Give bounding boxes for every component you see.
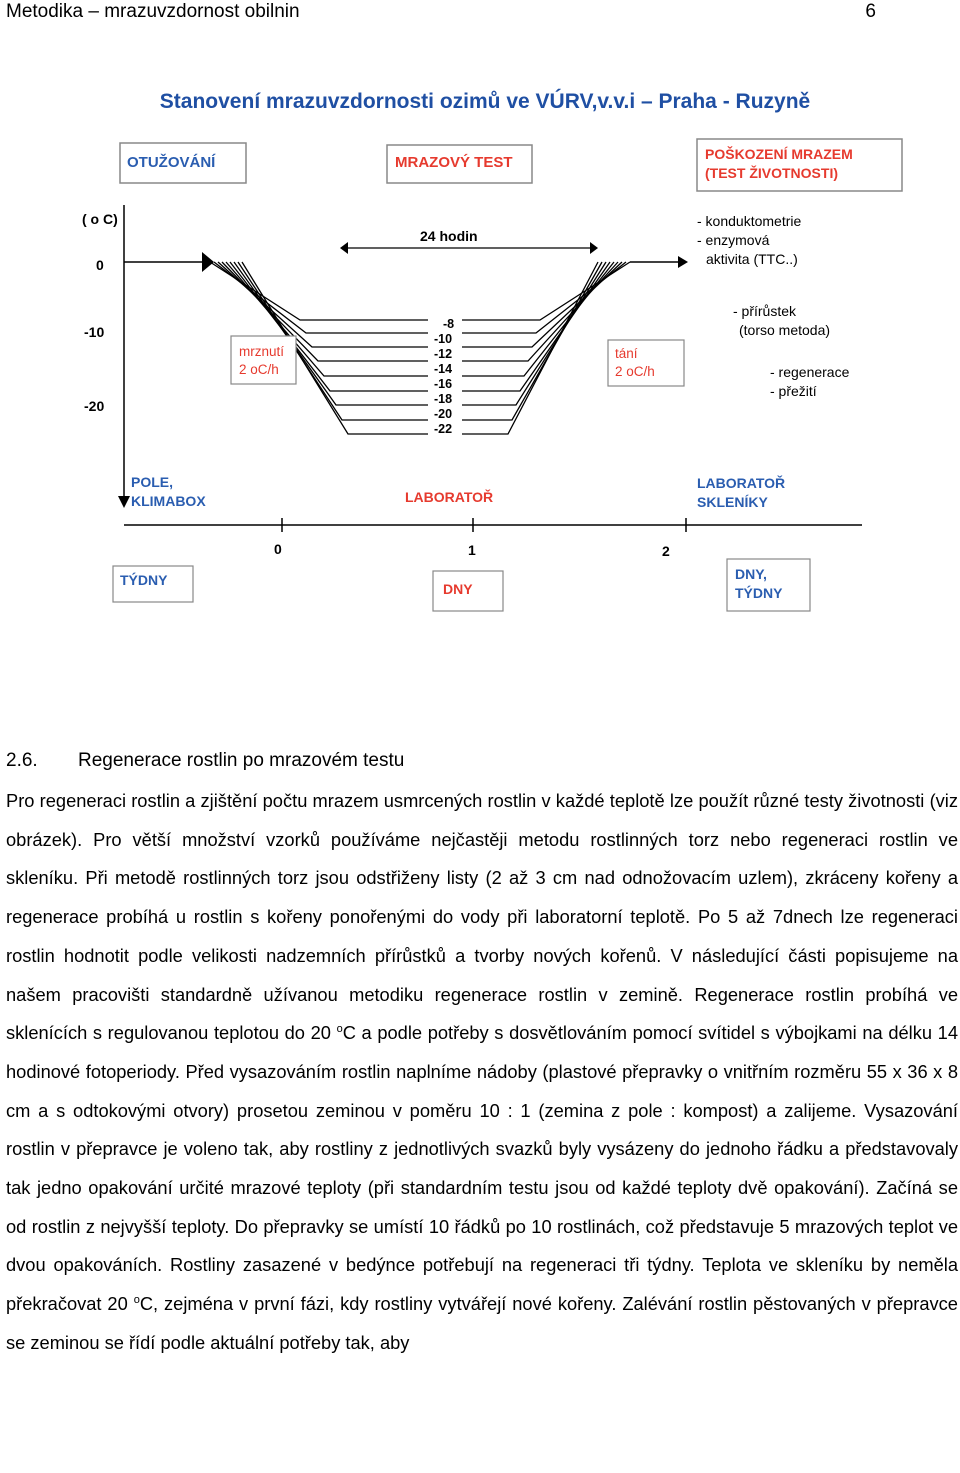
paragraph-text: C, zejména v první fázi, kdy rostliny vytvářejí nové kořeny. Zalévání rostlin pěstovaných v přepravce se zeminou se řídí podle aktuální potřeby tak, aby [6,1293,958,1353]
method-bottom: - regenerace [770,364,850,380]
paragraph-text: Pro regeneraci rostlin a zjištění počtu mrazem usmrcených rostlin v každé teplotě lze použít různé testy životnosti (viz obrázek). Pro větší množství vzorků používáme nejčastěji metodu rostlinných torz nebo regeneraci rostlin ve skleníku. Při metodě rostlinných torz jsou odstřiženy listy (2 až 3 cm nad odnožovacím uzlem), zkráceny kořeny a regenerace probíhá u rostlin s kořeny ponořenými do vody při laboratorní teplotě. Po 5 až 7dnech lze regeneraci rostlin hodnotit podle velikosti nadzemních přírůstků a tvorby nových kořenů. V následující části popisujeme na našem pracovišti standardně užívanou metodiku regenerace rostlin v zemině. Regenerace rostlin probíhá ve sklenících s regulovanou teplotou do 20 [6,790,958,1044]
method-top: aktivita (TTC..) [706,251,798,267]
method-top: - enzymová [697,232,770,248]
thawing-rate-line1: tání [615,346,638,361]
temp-label: -10 [434,332,453,346]
time-tick-label: 0 [274,541,282,557]
section-body [6,782,958,1363]
arrow-to-damage [678,256,688,268]
box-days-weeks-line2: TÝDNY [735,585,783,601]
box-frost-damage-line2: (TEST ŽIVOTNOSTI) [705,165,838,181]
temp-label: -14 [434,362,453,376]
freezing-rate-line1: mrznutí [239,344,285,359]
location-lab-greenhouse-line1: LABORATOŘ [697,475,786,491]
time-tick-label: 2 [662,543,670,559]
temperature-list [428,317,462,436]
box-weeks-label: TÝDNY [120,572,168,588]
section-heading [6,750,404,772]
temp-label: -16 [434,377,453,391]
frost-resistance-diagram [0,72,960,632]
degree-sup: o [336,1023,343,1036]
y-tick-minus10: -10 [84,324,105,340]
box-frost-damage-line1: POŠKOZENÍ MRAZEM [705,146,853,162]
y-tick-minus20: -20 [84,398,105,414]
section-title: Regenerace rostlin po mrazovém testu [78,750,405,771]
temp-label: -20 [434,407,453,421]
box-freeze-test-label: MRAZOVÝ TEST [395,154,513,171]
box-days-label: DNY [443,581,473,597]
location-lab-greenhouse-line2: SKLENÍKY [697,494,768,510]
page-number: 6 [865,1,876,22]
duration-label: 24 hodin [420,228,478,244]
method-bottom: - přežití [770,383,817,399]
duration-arrow-right [590,242,598,254]
degree-sup: o [133,1294,140,1307]
method-mid: (torso metoda) [739,322,831,338]
methods-list [697,213,850,399]
paragraph-text: C a podle potřeby s dosvětlováním pomocí svítidel s výbojkami na délku 14 hodinové fotoperiody. Před vysazováním rostlin naplníme nádoby (plastové přepravky o vnitřním rozměru 55 x 36 x 8 cm a s odtokovými otvory) prosetou zeminou v poměru 10 : 1 (zemina z pole : kompost) a zalijeme. Vysazování rostlin v přepravce je voleno tak, aby rostliny z jednotlivých svazků byly vysázeny do jednoho řádku a představovaly tak jedno opakování určité mrazové teploty (při standardním testu jsou od každé teploty dvě opakování). Začíná se od rostlin z nejvyšší teploty. Do přepravky se umístí 10 řádků po 10 rostlinách, což představuje 5 mrazových teplot ve dvou opakováních. Rostliny zasazené v bedýnce potřebují na regeneraci tři týdny. Teplota ve skleníku by neměla překračovat 20 [6,1022,958,1315]
freezing-rate-line2: 2 oC/h [239,362,279,377]
temp-label: -8 [443,317,455,331]
temp-label: -18 [434,392,453,406]
freeze-arrow [202,252,214,272]
y-axis-unit: ( o C) [82,211,118,227]
box-hardening-label: OTUŽOVÁNÍ [127,154,216,171]
diagram-title: Stanovení mrazuvzdornosti ozimů ve VÚRV,v.v.i – Praha - Ruzyně [159,90,811,113]
y-tick-0: 0 [96,257,104,273]
temp-label: -12 [434,347,453,361]
temp-label: -22 [434,422,453,436]
box-days-weeks-line1: DNY, [735,566,767,582]
header-title: Metodika – mrazuvzdornost obilnin [6,1,300,22]
section-number: 2.6. [6,750,38,771]
duration-arrow-left [340,242,348,254]
location-lab: LABORATOŘ [405,489,494,505]
page-header [6,0,876,24]
method-top: - konduktometrie [697,213,802,229]
location-field-line2: KLIMABOX [131,493,206,509]
thawing-rate-line2: 2 oC/h [615,364,655,379]
method-mid: - přírůstek [733,303,797,319]
location-field-line1: POLE, [131,474,174,490]
time-tick-label: 1 [468,542,476,558]
